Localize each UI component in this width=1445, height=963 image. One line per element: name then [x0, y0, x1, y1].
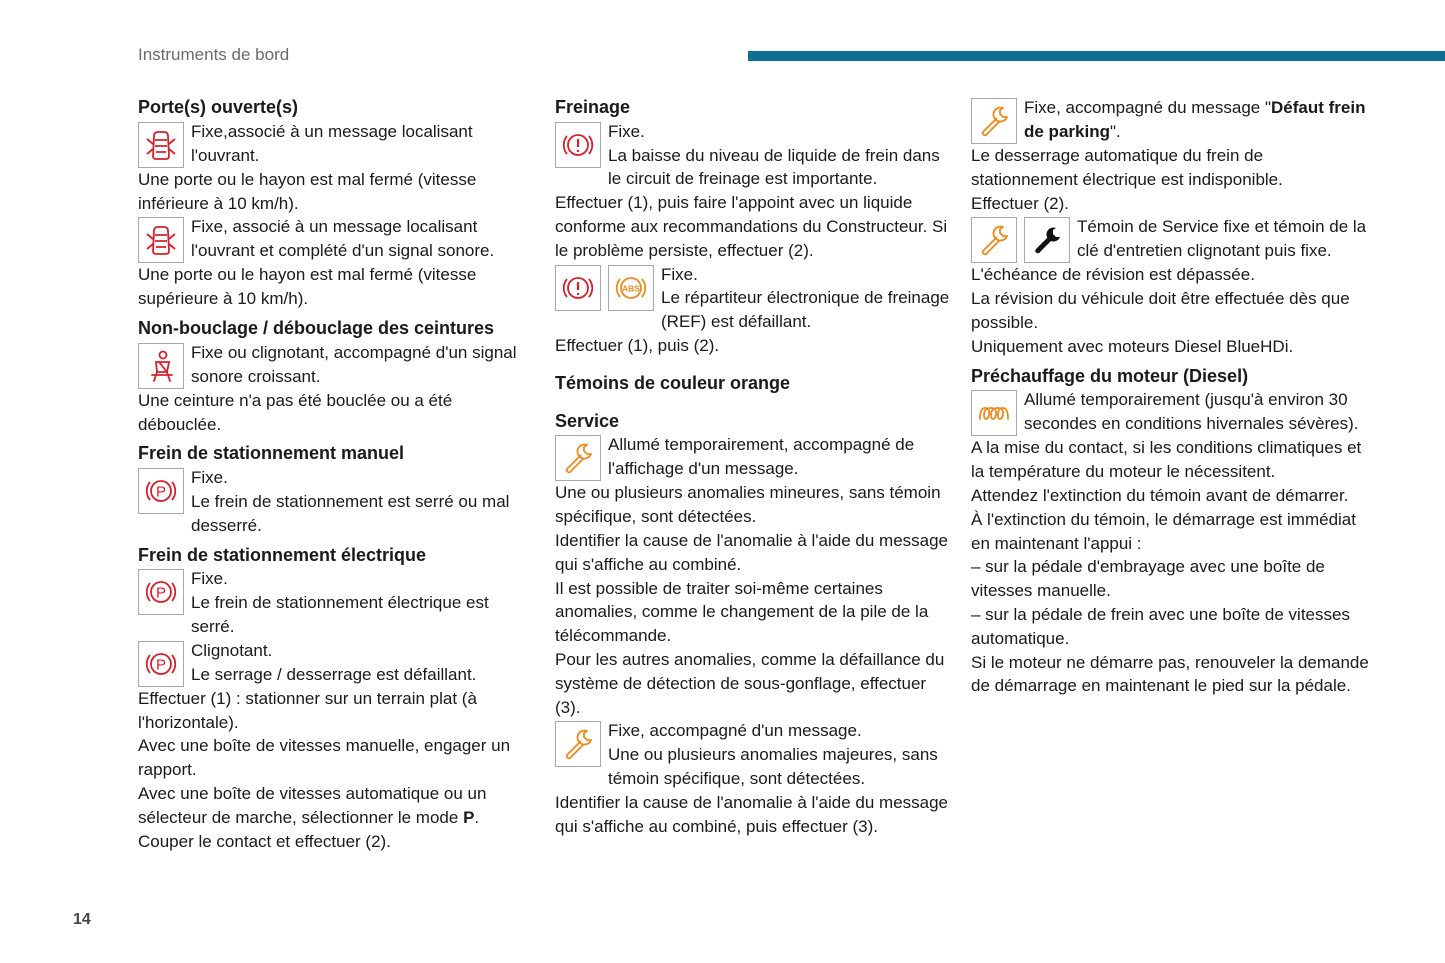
- service-minor-text: Allumé temporairement, accompagné de l'affichage d'un message.: [608, 435, 915, 479]
- electric-brake-entry-2: [138, 639, 523, 687]
- door1-description: Une porte ou le hayon est mal fermé (vitesse inférieure à 10 km/h).: [138, 169, 477, 213]
- manual-brake-entry: [138, 466, 523, 537]
- electric-brake-blink-text-2: Le serrage / desserrage est défaillant.: [191, 664, 477, 684]
- preheat-desc-5: – sur la pédale de frein avec une boîte de vitesses automatique.: [971, 604, 1350, 648]
- brake-fluid-text: Fixe.: [608, 121, 645, 141]
- preheat-text: Allumé temporairement (jusqu'à environ 30 secondes en conditions hivernales sévères).: [1024, 390, 1359, 434]
- abs-label: ABS: [622, 283, 640, 294]
- electric-brake-text-2: Le frein de stationnement électrique est serré.: [191, 593, 489, 636]
- section-manual-brake-title: Frein de stationnement manuel: [138, 443, 405, 464]
- section-belt-title: Non-bouclage / débouclage des ceintures: [138, 317, 495, 338]
- instruction-3-text: Avec une boîte de vitesses automatique ou un sélecteur de marche, sélectionner le mode: [138, 783, 487, 827]
- seatbelt-icon: [138, 343, 184, 389]
- door2-text: Fixe, associé à un message localisant l'ouvrant et complété d'un signal sonore.: [191, 217, 495, 261]
- door-open-icon: [138, 217, 184, 263]
- maintenance-key-icon: [1024, 217, 1070, 263]
- section-orange-title: Témoins de couleur orange: [555, 372, 791, 393]
- electric-brake-instruction-2: Avec une boîte de vitesses manuelle, engager un rapport.: [138, 736, 511, 780]
- electric-brake-blink-text: Clignotant.: [191, 640, 273, 660]
- glow-plug-icon: [971, 390, 1017, 436]
- brake-fluid-entry: [555, 120, 950, 191]
- column-2: [555, 96, 950, 838]
- manual-brake-text-2: Le frein de stationnement est serré ou mal desserré.: [191, 491, 510, 535]
- door2-description: Une porte ou le hayon est mal fermé (vitesse supérieure à 10 km/h).: [138, 265, 477, 309]
- header-accent-bar: [748, 51, 1445, 61]
- revision-entry: [971, 215, 1371, 263]
- running-head: Instruments de bord: [138, 45, 290, 64]
- electric-brake-instruction-1: Effectuer (1) : stationner sur un terrain plat (à l'horizontale).: [138, 688, 477, 732]
- service-wrench-icon: [971, 98, 1017, 144]
- parking-fault-message: Défaut frein de parking: [1024, 98, 1366, 141]
- parking-fault-text-a: Fixe, accompagné du message ": [1024, 98, 1271, 117]
- electric-brake-entry-1: [138, 567, 523, 638]
- service-wrench-icon: [555, 435, 601, 481]
- preheat-desc-4: – sur la pédale d'embrayage avec une boîte de vitesses manuelle.: [971, 557, 1325, 601]
- ebd-entry: [555, 263, 950, 334]
- preheat-desc-2: Attendez l'extinction du témoin avant de démarrer.: [971, 485, 1349, 505]
- parking-fault-text-c: ".: [1109, 121, 1121, 141]
- column-1: [138, 96, 523, 853]
- electric-brake-instruction-3: [138, 782, 523, 830]
- preheat-desc-6: Si le moteur ne démarre pas, renouveler la demande de démarrage en maintenant le pied sur la pédale.: [971, 652, 1369, 696]
- revision-desc-3: Uniquement avec moteurs Diesel BlueHDi.: [971, 336, 1294, 356]
- brake-warning-icon: [555, 265, 601, 311]
- service-major-text-2: Une ou plusieurs anomalies majeures, sans témoin spécifique, sont détectées.: [608, 745, 938, 788]
- belt-description: Une ceinture n'a pas été bouclée ou a été débouclée.: [138, 390, 453, 434]
- section-electric-brake-title: Frein de stationnement électrique: [138, 544, 427, 565]
- belt-text: Fixe ou clignotant, accompagné d'un signal sonore croissant.: [191, 342, 517, 386]
- service-wrench-icon: [555, 721, 601, 767]
- parking-brake-icon: [138, 569, 184, 615]
- door-open-icon: [138, 122, 184, 168]
- parking-brake-icon: [138, 468, 184, 514]
- service-minor-desc-2: Identifier la cause de l'anomalie à l'aide du message qui s'affiche au combiné.: [555, 530, 949, 574]
- section-preheat-title: Préchauffage du moteur (Diesel): [971, 365, 1249, 386]
- parking-fault-entry: [971, 96, 1371, 144]
- electric-brake-instruction-4: Couper le contact et effectuer (2).: [138, 831, 391, 851]
- revision-desc-1: L'échéance de révision est dépassée.: [971, 265, 1255, 285]
- ebd-instruction: Effectuer (1), puis (2).: [555, 335, 720, 355]
- revision-text: Témoin de Service fixe et témoin de la clé d'entretien clignotant puis fixe.: [1077, 217, 1367, 261]
- brake-warning-icon: [555, 122, 601, 168]
- brake-fluid-text-2: La baisse du niveau de liquide de frein dans le circuit de freinage est importante.: [608, 145, 940, 189]
- door-warning-entry-1: [138, 120, 523, 168]
- svg-text:P: P: [155, 584, 167, 602]
- manual-brake-text: Fixe.: [191, 468, 228, 488]
- abs-icon: [608, 265, 654, 311]
- preheat-entry: [971, 388, 1371, 436]
- column-3: [971, 96, 1371, 698]
- service-minor-desc-1: Une ou plusieurs anomalies mineures, sans témoin spécifique, sont détectées.: [555, 483, 941, 527]
- service-minor-entry: [555, 433, 950, 481]
- section-brake-title: Freinage: [555, 97, 631, 117]
- svg-text:P: P: [155, 483, 167, 501]
- service-minor-desc-4: Pour les autres anomalies, comme la défaillance du système de détection de sous-gonflage, effectuer (3).: [555, 649, 945, 717]
- instruction-3-end: .: [474, 807, 480, 827]
- revision-desc-2: La révision du véhicule doit être effectuée dès que possible.: [971, 289, 1350, 332]
- door-warning-entry-2: [138, 215, 523, 263]
- parking-fault-desc-1: Le desserrage automatique du frein de stationnement électrique est indisponible.: [971, 146, 1283, 189]
- ebd-text-2: Le répartiteur électronique de freinage (REF) est défaillant.: [661, 288, 950, 332]
- parking-brake-icon: [138, 641, 184, 687]
- service-wrench-icon: [971, 217, 1017, 263]
- service-major-desc: Identifier la cause de l'anomalie à l'aide du message qui s'affiche au combiné, puis effectuer (3).: [555, 792, 949, 836]
- svg-text:P: P: [155, 656, 167, 674]
- service-major-entry: [555, 719, 950, 790]
- service-major-text: Fixe, accompagné d'un message.: [608, 721, 862, 741]
- parking-fault-desc-2: Effectuer (2).: [971, 193, 1069, 213]
- section-doors-title: Porte(s) ouverte(s): [138, 97, 299, 117]
- preheat-desc-1: A la mise du contact, si les conditions climatiques et la température du moteur le nécessitent.: [971, 438, 1362, 482]
- preheat-desc-3: À l'extinction du témoin, le démarrage est immédiat en maintenant l'appui :: [971, 509, 1356, 553]
- brake-fluid-instruction: Effectuer (1), puis faire l'appoint avec un liquide conforme aux recommandations du Constructeur. Si le problème persiste, effectuer (2).: [555, 193, 948, 260]
- door1-text: Fixe,associé à un message localisant l'ouvrant.: [191, 121, 473, 165]
- service-minor-desc-3: Il est possible de traiter soi-même certaines anomalies, comme le changement de la pile de la télécommande.: [555, 578, 929, 646]
- parking-fault-text: [971, 96, 1371, 144]
- electric-brake-text: Fixe.: [191, 569, 228, 589]
- ebd-text: Fixe.: [661, 264, 698, 284]
- mode-p-label: P: [463, 807, 475, 827]
- belt-warning-entry: [138, 341, 523, 389]
- page-number: 14: [73, 911, 91, 928]
- section-service-title: Service: [555, 410, 620, 431]
